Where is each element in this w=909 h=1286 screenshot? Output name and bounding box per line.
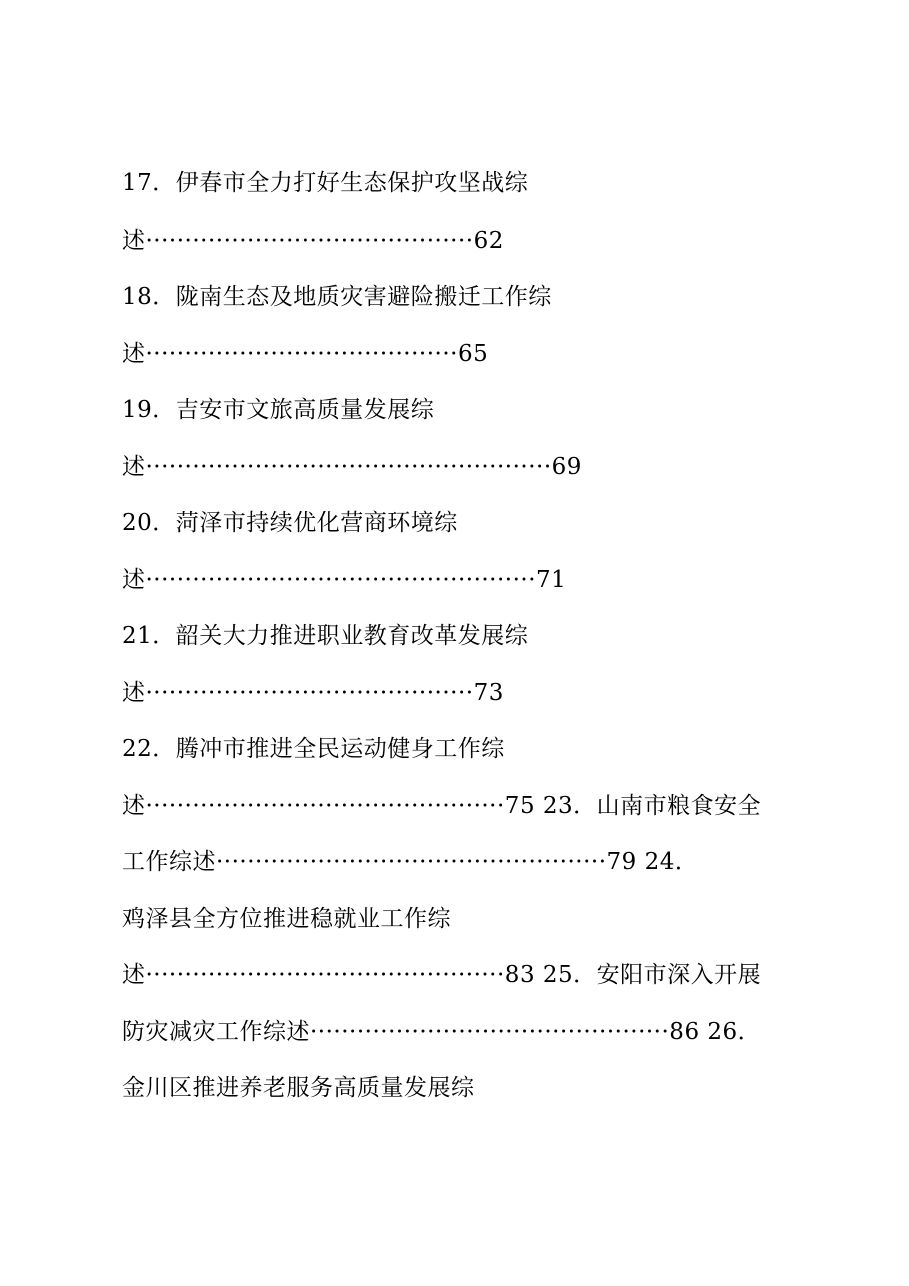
toc-line: 17．伊春市全力打好生态保护攻坚战综 xyxy=(122,170,529,196)
toc-line: 述··········································62 xyxy=(122,228,504,254)
toc-line: 金川区推进养老服务高质量发展综 xyxy=(122,1075,475,1101)
toc-line: 述··········································73 xyxy=(122,680,504,706)
toc-line: 述··············································75 23．山南市粮食安全 xyxy=(122,793,762,819)
toc-line: 21．韶关大力推进职业教育改革发展综 xyxy=(122,623,529,649)
toc-line: 述··················································71 xyxy=(122,567,567,593)
toc-line: 述····················································69 xyxy=(122,454,582,480)
toc-line: 19．吉安市文旅高质量发展综 xyxy=(122,397,435,423)
toc-line: 20．菏泽市持续优化营商环境综 xyxy=(122,510,458,536)
toc-line: 18．陇南生态及地质灾害避险搬迁工作综 xyxy=(122,284,552,310)
toc-line: 22．腾冲市推进全民运动健身工作综 xyxy=(122,736,505,762)
toc-line: 述········································65 xyxy=(122,341,489,367)
toc-line: 防灾减灾工作综述··············································86 26． xyxy=(122,1019,762,1045)
toc-line: 鸡泽县全方位推进稳就业工作综 xyxy=(122,906,451,932)
toc-line: 述··············································83 25．安阳市深入开展 xyxy=(122,962,762,988)
toc-line: 工作综述··················································79 24． xyxy=(122,849,699,875)
